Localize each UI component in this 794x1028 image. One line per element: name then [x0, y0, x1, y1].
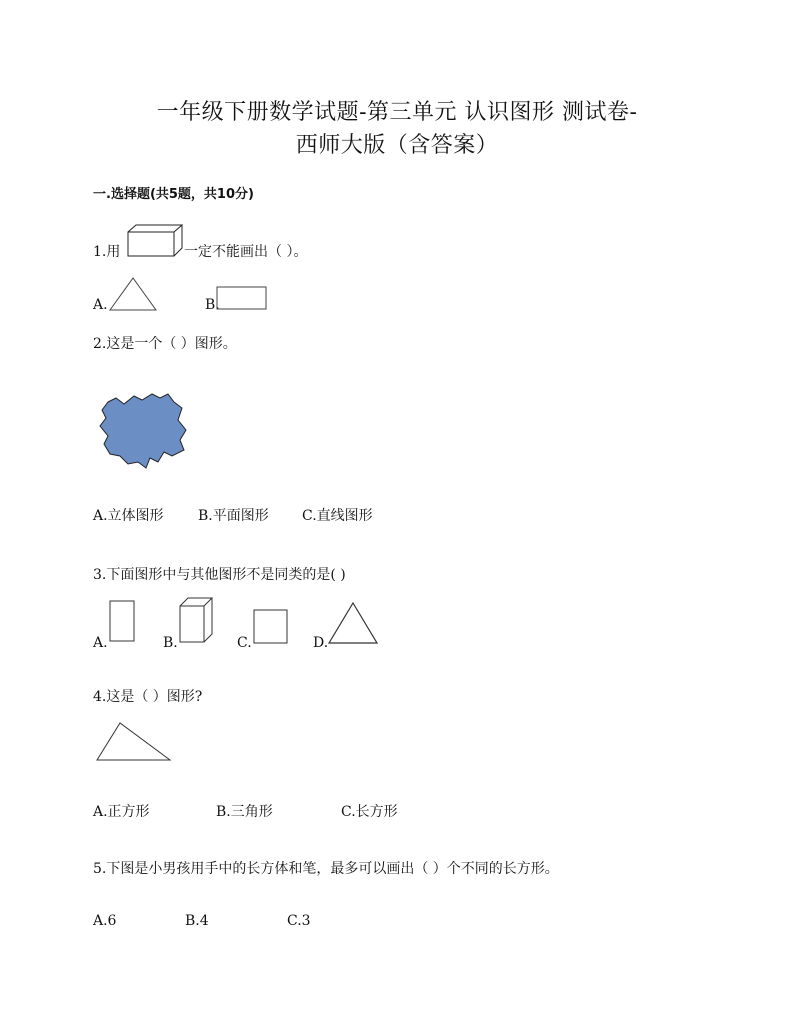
question-1-option-a[interactable]: A. — [93, 297, 108, 313]
question-2-option-c[interactable]: C.直线图形 — [302, 508, 373, 524]
question-1-prefix: 1.用 — [93, 244, 121, 260]
tall-rectangle-figure — [108, 599, 138, 645]
question-3-option-d[interactable]: D. — [313, 635, 329, 651]
question-3-option-c[interactable]: C. — [237, 635, 252, 651]
question-4-text: 4.这是（ ）图形? — [93, 689, 203, 705]
question-3-option-b[interactable]: B. — [163, 635, 178, 651]
equilateral-triangle-figure — [326, 600, 382, 646]
question-5-text: 5.下图是小男孩用手中的长方体和笔，最多可以画出（ ）个不同的长方形。 — [93, 861, 559, 877]
question-2-option-b[interactable]: B.平面图形 — [198, 508, 269, 524]
question-5-option-a[interactable]: A.6 — [93, 913, 117, 929]
page-title-line-2: 西师大版（含答案） — [295, 133, 499, 158]
question-1-text: 一定不能画出（ ）。 — [184, 244, 308, 260]
question-3-text: 3.下面图形中与其他图形不是同类的是( ) — [93, 567, 346, 583]
question-2-option-a[interactable]: A.立体图形 — [93, 508, 164, 524]
question-1-option-b[interactable]: B. — [205, 297, 220, 313]
question-4-option-c[interactable]: C.长方形 — [341, 804, 398, 820]
cuboid-upright-figure — [178, 596, 214, 646]
blob-shape — [100, 394, 186, 468]
rectangle-figure — [216, 286, 268, 312]
question-4-option-b[interactable]: B.三角形 — [216, 804, 273, 820]
question-2-text: 2.这是一个（ ）图形。 — [93, 336, 237, 352]
question-5-option-c[interactable]: C.3 — [287, 913, 311, 929]
question-4-option-a[interactable]: A.正方形 — [93, 804, 150, 820]
triangle-figure — [106, 276, 158, 312]
question-3-option-a[interactable]: A. — [93, 635, 108, 651]
irregular-blob-figure — [98, 392, 190, 472]
scalene-triangle-figure — [94, 720, 174, 764]
section-heading: 一.选择题(共5题，共10分) — [93, 187, 254, 202]
question-5-option-b[interactable]: B.4 — [185, 913, 209, 929]
cuboid-figure — [126, 224, 186, 258]
square-figure — [252, 608, 292, 648]
page-title-line-1: 一年级下册数学试题-第三单元 认识图形 测试卷- — [156, 100, 638, 125]
